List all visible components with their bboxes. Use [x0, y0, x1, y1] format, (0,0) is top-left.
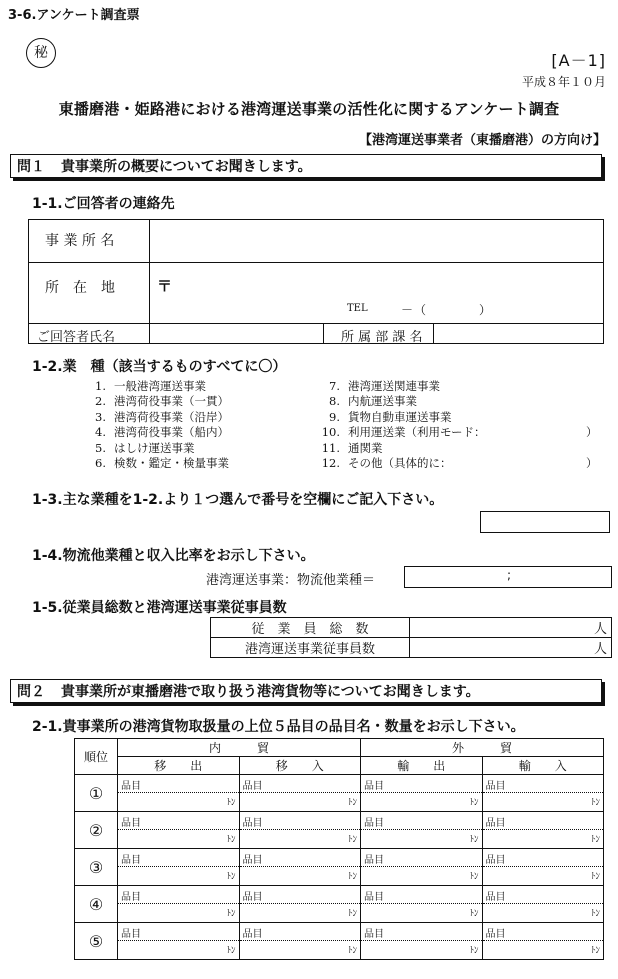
ton-unit-label: ﾄﾝ [226, 946, 236, 956]
cargo-row [75, 923, 604, 960]
cargo-cell[interactable] [361, 923, 483, 960]
section-2-1-heading: 2-1.貴事業所の港湾貨物取扱量の上位５品目の品目名・数量をお示し下さい。 [32, 719, 525, 735]
department-label: 所 属 部 課 名 [341, 330, 423, 345]
industry-option-label: 内航運送事業 [348, 394, 417, 409]
cargo-row [75, 812, 604, 849]
item-name-label: 品目 [242, 892, 263, 903]
ton-unit-label: ﾄﾝ [469, 909, 479, 919]
domestic-header: 内 貿 [118, 739, 361, 757]
industry-option[interactable] [318, 424, 598, 440]
ton-unit-label: ﾄﾝ [347, 872, 357, 882]
cargo-cell[interactable] [482, 886, 604, 923]
industry-option-label: はしけ運送事業 [114, 440, 195, 455]
item-name-label: 品目 [364, 818, 384, 829]
question-1-header [10, 154, 602, 178]
cargo-cell[interactable] [118, 886, 240, 923]
question-2-header [10, 679, 602, 703]
item-name-label: 品目 [121, 818, 141, 829]
export-header: 輸 出 [361, 757, 483, 775]
industry-option[interactable] [84, 393, 229, 409]
cargo-cell[interactable] [239, 849, 361, 886]
section-1-2-note: （該当するものすべてに〇） [104, 359, 287, 375]
industry-option[interactable] [318, 393, 417, 409]
question-1-text: 貴事業所の概要についてお聞きします。 [61, 159, 312, 175]
industry-option-number: 5. [95, 440, 106, 455]
cargo-row [75, 886, 604, 923]
ton-unit-label: ﾄﾝ [347, 798, 357, 808]
employee-table [210, 617, 612, 658]
section-1-3-heading: 1-3.主な業種を1-2.より１つ選んで番号を空欄にご記入下さい。 [32, 492, 444, 508]
question-2-number: 問２ [17, 684, 45, 700]
industry-option-number: 7. [329, 379, 340, 393]
rank-label: ④ [75, 886, 118, 923]
rank-header: 順位 [75, 739, 118, 775]
industry-option-label: その他（具体的に： [348, 456, 452, 470]
item-name-label: 品目 [242, 855, 263, 866]
address-field[interactable] [151, 264, 601, 322]
rank-label: ② [75, 812, 118, 849]
industry-option-paren: ） [586, 425, 598, 440]
industry-option[interactable] [318, 440, 383, 456]
item-name-label: 品目 [121, 855, 141, 866]
item-name-label: 品目 [242, 818, 263, 829]
industry-option-number: 9. [329, 409, 340, 424]
inbound-domestic-header: 移 入 [239, 757, 361, 775]
item-name-label: 品目 [242, 929, 263, 940]
cargo-cell[interactable] [361, 775, 483, 812]
ton-unit-label: ﾄﾝ [469, 835, 479, 845]
outbound-domestic-header: 移 出 [118, 757, 240, 775]
cargo-cell[interactable] [482, 849, 604, 886]
cargo-subheader-row [75, 757, 604, 775]
ratio-input[interactable] [404, 566, 612, 588]
item-name-label: 品目 [121, 892, 141, 903]
item-name-label: 品目 [364, 892, 384, 903]
item-name-label: 品目 [485, 929, 506, 940]
main-industry-input[interactable] [480, 511, 610, 533]
ton-unit-label: ﾄﾝ [590, 835, 600, 845]
item-name-label: 品目 [485, 781, 506, 792]
industry-option[interactable] [318, 455, 598, 471]
contact-box [28, 219, 604, 344]
industry-option-label: 港湾荷役事業（船内） [114, 425, 229, 440]
ton-unit-label: ﾄﾝ [226, 872, 236, 882]
item-name-label: 品目 [364, 929, 384, 940]
industry-option-number: 2. [95, 394, 106, 409]
item-name-label: 品目 [485, 818, 506, 829]
industry-option[interactable] [84, 455, 229, 471]
employee-row-total [211, 618, 612, 638]
cargo-cell[interactable] [361, 886, 483, 923]
cargo-cell[interactable] [239, 775, 361, 812]
tel-label: TEL [347, 303, 368, 314]
ton-unit-label: ﾄﾝ [590, 798, 600, 808]
section-1-2-title: 1-2.業 種 [32, 359, 105, 375]
industry-option-number: 12. [321, 456, 340, 470]
employee-row-port [211, 638, 612, 658]
industry-option-label: 利用運送業（利用モード： [348, 425, 486, 440]
industry-option[interactable] [84, 378, 206, 394]
ton-unit-label: ﾄﾝ [226, 798, 236, 808]
item-name-label: 品目 [364, 781, 384, 792]
item-name-label: 品目 [364, 855, 384, 866]
form-code: [A－1] [551, 51, 606, 70]
department-field[interactable] [435, 325, 601, 342]
item-name-label: 品目 [485, 892, 506, 903]
industry-option-number: 11. [321, 440, 340, 455]
ton-unit-label: ﾄﾝ [469, 798, 479, 808]
industry-option-number: 6. [95, 456, 106, 470]
cargo-cell[interactable] [118, 812, 240, 849]
rank-label: ⑤ [75, 923, 118, 960]
target-audience: 【港湾運送事業者（東播磨港）の方向け】 [358, 133, 606, 148]
respondent-name-label: ご回答者氏名 [37, 330, 116, 345]
ton-unit-label: ﾄﾝ [347, 835, 357, 845]
employee-total-label: 従 業 員 総 数 [211, 618, 410, 638]
industry-option-number: 4. [95, 425, 106, 440]
industry-option-label: 港湾荷役事業（沿岸） [114, 409, 229, 424]
port-employee-input[interactable]: 人 [410, 638, 612, 658]
industry-option-number: 10. [321, 425, 340, 440]
postal-mark: 〒 [157, 277, 173, 295]
industry-option-label: 一般港湾運送事業 [114, 379, 206, 393]
survey-title: 東播磨港・姫路港における港湾運送事業の活性化に関するアンケート調査 [58, 100, 560, 118]
question-1-number: 問１ [17, 159, 45, 175]
industry-option[interactable] [318, 409, 452, 425]
item-name-label: 品目 [485, 855, 506, 866]
ratio-separator: ; [507, 568, 512, 582]
import-header: 輸 入 [482, 757, 604, 775]
item-name-label: 品目 [121, 781, 141, 792]
industry-option[interactable] [84, 440, 195, 456]
ton-unit-label: ﾄﾝ [469, 872, 479, 882]
cargo-cell[interactable] [239, 886, 361, 923]
ton-unit-label: ﾄﾝ [590, 946, 600, 956]
industry-option-paren: ） [586, 456, 598, 470]
industry-option-label: 検数・鑑定・検量事業 [114, 456, 229, 470]
cargo-cell[interactable] [118, 923, 240, 960]
cargo-cell[interactable] [239, 812, 361, 849]
address-label: 所 在 地 [45, 280, 115, 296]
issue-date: 平成８年１０月 [521, 75, 606, 89]
employee-total-input[interactable]: 人 [410, 618, 612, 638]
section-1-4-heading: 1-4.物流他業種と収入比率をお示し下さい。 [32, 548, 315, 564]
section-1-2-heading [32, 356, 286, 376]
item-name-label: 品目 [121, 929, 141, 940]
industry-option[interactable] [84, 424, 229, 440]
cargo-cell[interactable] [361, 849, 483, 886]
confidential-seal: 秘 [26, 38, 56, 68]
cargo-header-row [75, 739, 604, 757]
ton-unit-label: ﾄﾝ [590, 872, 600, 882]
cargo-row [75, 775, 604, 812]
foreign-header: 外 貿 [361, 739, 604, 757]
industry-option-label: 通関業 [348, 440, 383, 455]
industry-option-number: 1. [95, 379, 106, 393]
section-number: 3-6.アンケート調査票 [8, 8, 140, 23]
cargo-row [75, 849, 604, 886]
industry-option[interactable] [318, 378, 440, 394]
ratio-label: 港湾運送事業：物流他業種＝ [206, 573, 376, 588]
section-1-5-heading: 1-5.従業員総数と港湾運送事業従事員数 [32, 600, 287, 616]
office-name-field[interactable] [151, 221, 601, 261]
rank-label: ③ [75, 849, 118, 886]
item-name-label: 品目 [242, 781, 263, 792]
cargo-cell[interactable] [118, 849, 240, 886]
cargo-cell[interactable] [482, 923, 604, 960]
office-name-label: 事 業 所 名 [45, 233, 115, 249]
question-2-text: 貴事業所が東播磨港で取り扱う港湾貨物等についてお聞きします。 [61, 684, 480, 700]
cargo-cell[interactable] [239, 923, 361, 960]
cargo-table [74, 738, 604, 960]
ton-unit-label: ﾄﾝ [226, 909, 236, 919]
cargo-cell[interactable] [118, 775, 240, 812]
ton-unit-label: ﾄﾝ [226, 835, 236, 845]
industry-option-label: 港湾荷役事業（一貫） [114, 394, 229, 409]
tel-format: －（ ） [401, 303, 493, 317]
section-1-1-heading: 1-1.ご回答者の連絡先 [32, 196, 175, 212]
industry-option-number: 8. [329, 394, 340, 409]
cargo-cell[interactable] [482, 812, 604, 849]
ton-unit-label: ﾄﾝ [469, 946, 479, 956]
industry-option-number: 3. [95, 409, 106, 424]
ton-unit-label: ﾄﾝ [347, 909, 357, 919]
cargo-cell[interactable] [361, 812, 483, 849]
ton-unit-label: ﾄﾝ [590, 909, 600, 919]
industry-option[interactable] [84, 409, 229, 425]
ton-unit-label: ﾄﾝ [347, 946, 357, 956]
port-employee-label: 港湾運送事業従事員数 [211, 638, 410, 658]
cargo-cell[interactable] [482, 775, 604, 812]
respondent-name-field[interactable] [151, 325, 321, 342]
industry-option-label: 貨物自動車運送事業 [348, 409, 452, 424]
rank-label: ① [75, 775, 118, 812]
industry-option-label: 港湾運送関連事業 [348, 379, 440, 393]
